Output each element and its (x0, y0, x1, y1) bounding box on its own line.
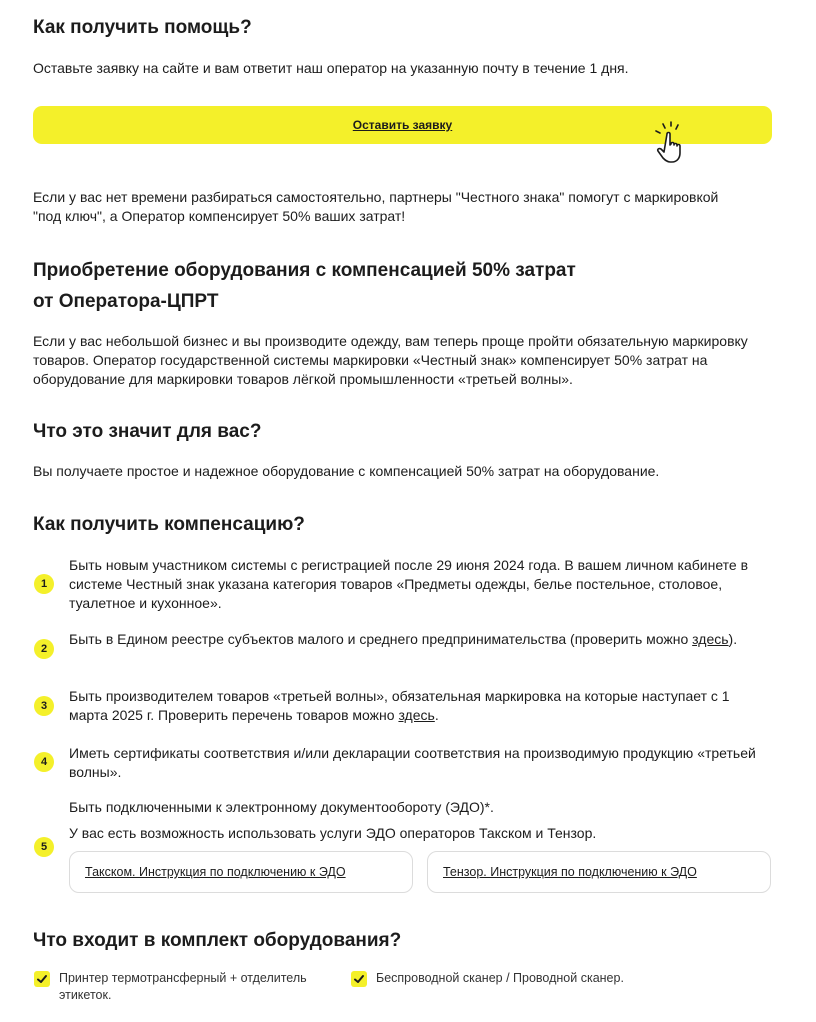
compensation-title: Как получить компенсацию? (33, 514, 305, 535)
registry-check-link[interactable]: здесь (692, 631, 729, 647)
partners-text: Если у вас нет времени разбираться самостоятельно, партнеры "Честного знака" помогут с маркировкой "под ключ", а Оператор компенсирует 50% ваших затрат! (33, 189, 719, 224)
help-text: Оставьте заявку на сайте и вам ответит наш оператор на указанную почту в течение 1 дня. (33, 60, 629, 76)
check-icon (351, 971, 367, 987)
kit-item-2: Беспроводной сканер / Проводной сканер. (376, 971, 624, 985)
meaning-title: Что это значит для вас? (33, 421, 262, 442)
taxcom-edo-label: Такском. Инструкция по подключению к ЭДО (85, 865, 346, 879)
step-number-1: 1 (34, 574, 54, 594)
equipment-title-line2: от Оператора-ЦПРТ (33, 291, 219, 312)
taxcom-edo-button[interactable] (69, 851, 413, 893)
step-text-5-line2: У вас есть возможность использовать услуги ЭДО операторов Такском и Тензор. (69, 825, 597, 841)
tensor-edo-label: Тензор. Инструкция по подключению к ЭДО (443, 865, 697, 879)
pointer-hand-icon (650, 119, 698, 167)
tensor-edo-button[interactable] (427, 851, 771, 893)
meaning-text: Вы получаете простое и надежное оборудование с компенсацией 50% затрат на оборудование. (33, 463, 660, 479)
submit-request-label: Оставить заявку (352, 118, 453, 132)
step-text-5-line1: Быть подключенными к электронному документообороту (ЭДО)*. (69, 799, 494, 815)
equipment-text: Если у вас небольшой бизнес и вы производите одежду, вам теперь проще пройти обязательную маркировку товаров. Оператор государственной системы маркировки «Честный знак» компенсирует 50% затрат на оборудование для маркировки товаров лёгкой промышленности «третьей волны». (33, 333, 748, 387)
check-icon (34, 971, 50, 987)
help-title: Как получить помощь? (33, 17, 252, 38)
kit-title: Что входит в комплект оборудования? (33, 930, 402, 951)
step-text-2: Быть в Едином реестре субъектов малого и среднего предпринимательства (проверить можно здесь). (69, 631, 738, 647)
goods-list-link[interactable]: здесь (398, 707, 435, 723)
step-number-3: 3 (34, 696, 54, 716)
step-text-4: Иметь сертификаты соответствия и/или декларации соответствия на производимую продукцию «третьей волны». (69, 745, 756, 780)
step-text-1: Быть новым участником системы с регистрацией после 29 июня 2024 года. В вашем личном кабинете в системе Честный знак указана категория товаров «Предметы одежды, белье постельное, столовое, туалетное и кухонное». (69, 557, 749, 611)
step-number-2: 2 (34, 639, 54, 659)
equipment-title-line1: Приобретение оборудования с компенсацией 50% затрат (33, 260, 576, 281)
kit-item-1: Принтер термотрансферный + отделитель этикеток. (59, 971, 307, 1002)
step-number-4: 4 (34, 752, 54, 772)
step-number-5: 5 (34, 837, 54, 857)
step-text-3: Быть производителем товаров «третьей волны», обязательная маркировка на которые наступает с 1 марта 2025 г. Проверить перечень товаров можно здесь. (69, 688, 730, 723)
